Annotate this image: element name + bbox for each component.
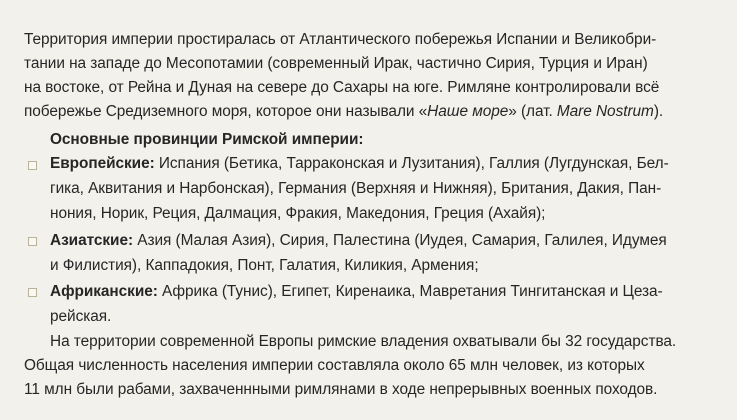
closing-line-3: 11 млн были рабами, захваченнными римлянами в ходе непрерывных военных походов.: [24, 381, 658, 398]
intro-line-1: Территория империи простиралась от Атлантического побережья Испании и Великобри-: [24, 31, 657, 48]
province-european-line-2: гика, Аквитания и Нарбонская), Германия (Верхняя и Нижняя), Британия, Дакия, Пан-: [50, 180, 662, 197]
square-bullet-icon: [28, 161, 37, 170]
intro-line-3: на востоке, от Рейна и Дуная на севере до Сахары на юге. Римляне контролировали всё: [24, 79, 660, 96]
province-item-asian: [50, 229, 667, 253]
province-item-european: [50, 152, 669, 176]
mare-nostrum-russian: Наше море: [427, 103, 509, 120]
intro-line-4-text: побережье Средиземного моря, которое они называли «: [24, 103, 428, 120]
square-bullet-icon: [28, 288, 37, 297]
intro-line-4: [24, 100, 663, 124]
province-asian-line-2: и Филистия), Каппадокия, Понт, Галатия, Киликия, Армения;: [50, 257, 479, 274]
closing-line-1: На территории современной Европы римские владения охватывали бы 32 государства.: [50, 333, 677, 350]
province-label-african: Африканские:: [50, 283, 158, 300]
intro-line-4-mid: » (лат.: [508, 103, 557, 120]
provinces-heading: Основные провинции Римской империи:: [50, 131, 364, 148]
intro-line-2: тании на западе до Месопотамии (современный Ирак, частично Сирия, Турция и Иран): [24, 55, 648, 72]
province-item-african: [50, 280, 663, 304]
intro-line-4-end: ).: [653, 103, 664, 120]
province-label-european: Европейские:: [50, 155, 155, 172]
province-label-asian: Азиатские:: [50, 232, 134, 249]
closing-line-2: Общая численность населения империи составляла около 65 млн человек, из которых: [24, 357, 645, 374]
province-text-asian: Азия (Малая Азия), Сирия, Палестина (Иудея, Самария, Галилея, Идумея: [133, 232, 667, 249]
province-text-european: Испания (Бетика, Тарраконская и Лузитания), Галлия (Лугдунская, Бел-: [154, 155, 669, 172]
province-text-african: Африка (Тунис), Египет, Киренаика, Мавретания Тингитанская и Цеза-: [157, 283, 663, 300]
square-bullet-icon: [28, 237, 37, 246]
province-african-line-2: рейская.: [50, 308, 112, 325]
province-european-line-3: нония, Норик, Реция, Далмация, Фракия, Македония, Греция (Ахайя);: [50, 205, 546, 222]
mare-nostrum-latin: Mare Nostrum: [556, 103, 654, 120]
